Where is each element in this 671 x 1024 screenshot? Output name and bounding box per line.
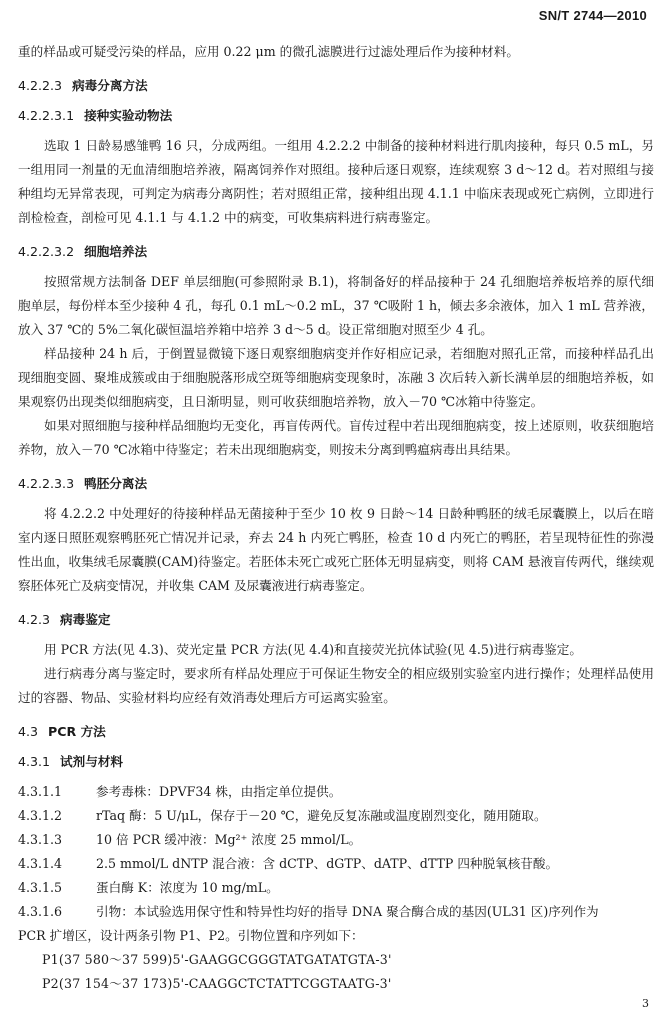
- heading-title: 病毒分离方法: [72, 78, 148, 93]
- page-content: [18, 40, 654, 996]
- heading-title: 试剂与材料: [60, 754, 124, 769]
- heading-4-2-2-3-2: [18, 240, 654, 264]
- list-item: [18, 900, 654, 924]
- item-number: 4.3.1.6: [18, 904, 63, 919]
- primer-sequence-p1: P1(37 580～37 599)5'-GAAGGCGGGTATGATATGTA-3': [42, 952, 392, 967]
- item-number: 4.3.1.2: [18, 808, 63, 823]
- item-text: rTaq 酶：5 U/μL，保存于－20 ℃，避免反复冻融或温度剧烈变化，随用随取。: [96, 808, 547, 823]
- list-item: [18, 780, 654, 804]
- heading-4-2-2-3-1: [18, 104, 654, 128]
- item-text: 10 倍 PCR 缓冲液：Mg²⁺ 浓度 25 mmol/L。: [96, 832, 362, 847]
- animal-method-paragraph: 选取 1 日龄易感雏鸭 16 只，分成两组。一组用 4.2.2.2 中制备的接种材料进行肌肉接种，每只 0.5 mL，另一组用同一剂量的无血清细胞培养液，隔离饲养作对照组。接种后逐日观察，连续观察 3 d～12 d。若对照组与接种组均无异常表现，可判定为病毒分离阴性；若对照组正常，接种组出现 4.1.1 中临床表现或死亡病例，立即进行剖检检查，剖检可见 4.1.1 与 4.1.2 中的病变，可收集病料进行病毒鉴定。: [18, 138, 654, 225]
- identification-paragraph-2: 进行病毒分离与鉴定时，要求所有样品处理应于可保证生物安全的相应级别实验室内进行操作；处理样品使用过的容器、物品、实验材料均应经有效消毒处理后方可运离实验室。: [18, 666, 654, 705]
- heading-number: 4.2.2.3.1: [18, 108, 75, 123]
- heading-4-2-3: [18, 608, 654, 632]
- item-text: 引物：本试验选用保守性和特异性均好的指导 DNA 聚合酶合成的基因(UL31 区)序列作为: [96, 904, 599, 919]
- heading-number: 4.2.2.3.2: [18, 244, 75, 259]
- item-number: 4.3.1.3: [18, 832, 63, 847]
- cell-culture-paragraph-3: 如果对照细胞与接种样品细胞均无变化，再盲传两代。盲传过程中若出现细胞病变，按上述原则，收获细胞培养物，放入－70 ℃冰箱中待鉴定；若未出现细胞病变，则按未分离到鸭瘟病毒出具结果。: [18, 418, 654, 457]
- page-number: 3: [642, 997, 649, 1010]
- heading-title: PCR 方法: [48, 724, 106, 739]
- heading-4-3-1: [18, 750, 654, 774]
- heading-number: 4.3.1: [18, 754, 51, 769]
- heading-title: 细胞培养法: [84, 244, 148, 259]
- item-text: 参考毒株：DPVF34 株，由指定单位提供。: [96, 784, 342, 799]
- item-number: 4.3.1.5: [18, 880, 63, 895]
- item-number: 4.3.1.4: [18, 856, 63, 871]
- heading-number: 4.3: [18, 724, 39, 739]
- heading-title: 接种实验动物法: [84, 108, 173, 123]
- item-text: 2.5 mmol/L dNTP 混合液：含 dCTP、dGTP、dATP、dTTP 四种脱氧核苷酸。: [96, 856, 559, 871]
- standard-code: SN/T 2744—2010: [538, 8, 647, 23]
- list-item: [18, 876, 654, 900]
- cell-culture-paragraph-1: 按照常规方法制备 DEF 单层细胞(可参照附录 B.1)，将制备好的样品接种于 24 孔细胞培养板培养的原代细胞单层，每份样本至少接种 4 孔，每孔 0.1 mL～0.2 mL，37 ℃吸附 1 h，倾去多余液体，加入 1 mL 营养液，放入 37 ℃的 5%二氧化碳恒温培养箱中培养 3 d～5 d。设正常细胞对照至少 4 孔。: [18, 274, 654, 337]
- heading-title: 病毒鉴定: [60, 612, 111, 627]
- item-text: 蛋白酶 K：浓度为 10 mg/mL。: [96, 880, 279, 895]
- heading-4-2-2-3-3: [18, 472, 654, 496]
- heading-number: 4.2.2.3: [18, 78, 63, 93]
- list-item: [18, 852, 654, 876]
- heading-4-3: [18, 720, 654, 744]
- intro-paragraph: 重的样品或可疑受污染的样品，应用 0.22 μm 的微孔滤膜进行过滤处理后作为接种材料。: [18, 44, 519, 59]
- embryo-method-paragraph: 将 4.2.2.2 中处理好的待接种样品无菌接种于至少 10 枚 9 日龄～14 日龄种鸭胚的绒毛尿囊膜上，以后在暗室内逐日照胚观察鸭胚死亡情况并记录，弃去 24 h 内死亡鸭胚，检查 10 d 内死亡的鸭胚，若呈现特征性的弥漫性出血，收集绒毛尿囊膜(CAM)待鉴定。若胚体未死亡或死亡胚体无明显病变，则将 CAM 悬液盲传两代，继续观察胚体死亡及病变情况，并收集 CAM 及尿囊液进行病毒鉴定。: [18, 506, 654, 593]
- heading-4-2-2-3: [18, 74, 654, 98]
- item-continuation: PCR 扩增区，设计两条引物 P1、P2。引物位置和序列如下：: [18, 928, 364, 943]
- identification-paragraph-1: 用 PCR 方法(见 4.3)、荧光定量 PCR 方法(见 4.4)和直接荧光抗体试验(见 4.5)进行病毒鉴定。: [44, 642, 582, 657]
- heading-title: 鸭胚分离法: [84, 476, 148, 491]
- primer-sequence-p2: P2(37 154～37 173)5'-CAAGGCTCTATTCGGTAATG-3': [42, 976, 392, 991]
- heading-number: 4.2.2.3.3: [18, 476, 75, 491]
- list-item: [18, 804, 654, 828]
- item-number: 4.3.1.1: [18, 784, 63, 799]
- list-item: [18, 828, 654, 852]
- heading-number: 4.2.3: [18, 612, 51, 627]
- cell-culture-paragraph-2: 样品接种 24 h 后，于倒置显微镜下逐日观察细胞病变并作好相应记录，若细胞对照孔正常，而接种样品孔出现细胞变圆、聚堆成簇或由于细胞脱落形成空斑等细胞病变现象时，冻融 3 次后转入新长满单层的细胞培养板，如果观察仍出现类似细胞病变，且日渐明显，则可收获细胞培养物，放入－70 ℃冰箱中待鉴定。: [18, 346, 654, 409]
